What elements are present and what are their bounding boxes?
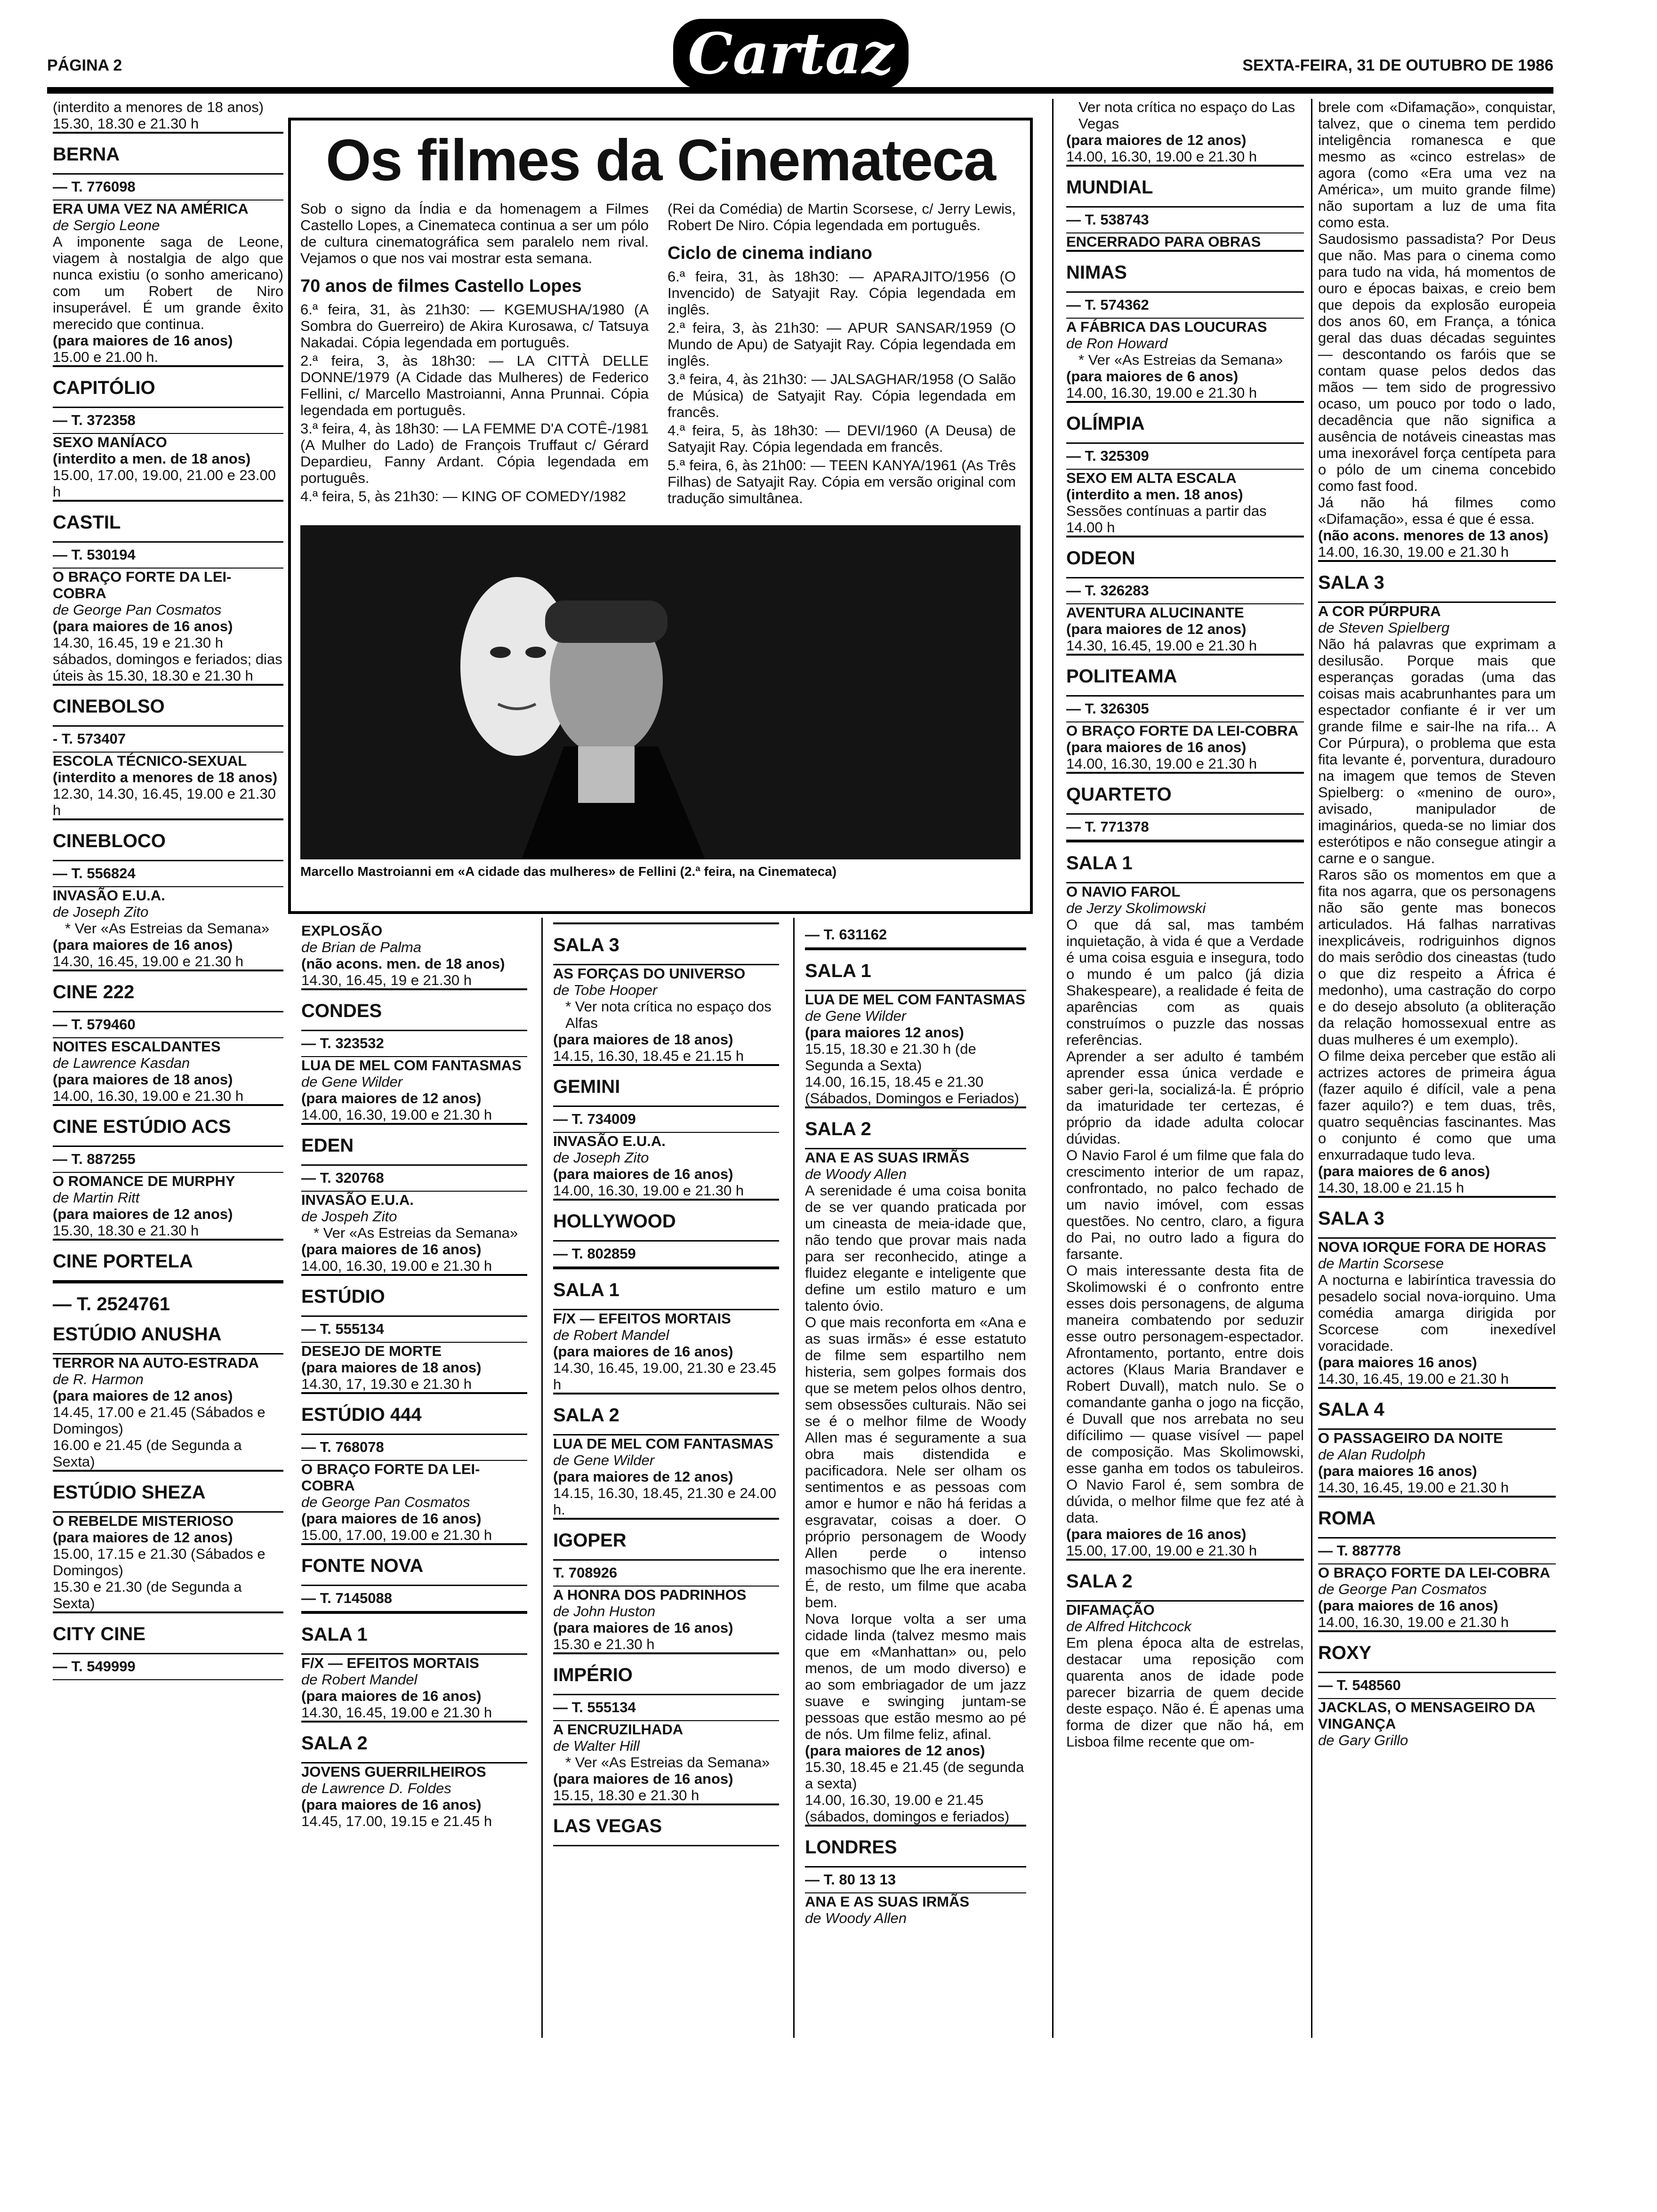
listing-dir: de Lawrence D. Foldes xyxy=(301,1780,451,1796)
listing-text: 14.00, 16.30, 19.00 e 21.30 h xyxy=(1318,1614,1509,1630)
feature-item: 3.ª feira, 4, às 21h30: — JALSAGHAR/1958 (O Salão de Música) de Satyajit Ray. Cópia legendada em francês. xyxy=(668,371,1016,420)
listing-desc: Saudosismo passadista? Por Deus que não. Mas para o cinema como para tudo na vida, há momentos de ouro e épocas baixas, e creio bem que depois da explosão europeia dos anos 60, em França, a tónica geral das duas décadas seguintes — descontando os faróis que se contam quase pelos dedos das mãos — tem sido de progressivo ocaso, um pouco por todo o lado, decadência que não significa a ausência de notáveis cineastas mas uma inexorável força centípeta para o pólo de um cinema concebido como fast food. xyxy=(1318,231,1556,494)
listing-dir: de Robert Mandel xyxy=(553,1327,669,1343)
listing-text: 15.15, 18.30 e 21.30 h xyxy=(553,1787,700,1803)
feature-item: 4.ª feira, 5, às 18h30: — DEVI/1960 (A Deusa) de Satyajit Ray. Cópia legendada em francês. xyxy=(668,422,1016,455)
listing-desc: Aprender a ser adulto é também aprender essa única verdade e saber geri-la, socializá-la. É próprio da imaturidade ter certezas, é próprio da idade adulta colocar dúvidas. xyxy=(1066,1048,1304,1147)
listing-text: 14.45, 17.00 e 21.45 (Sábados e Domingos) xyxy=(53,1404,265,1437)
listing-desc: O que mais reconforta em «Ana e as suas irmãs» é esse estatuto de filme sem espartilho nem histeria, sem golpes formais dos que se metem pelos olhos dentro, sem obsessões culturais. Não sei se é o melhor filme de Woody Allen mas é seguramente a sua obra mais distendida e pacificadora. Nele ser olham os sentimentos e as pessoas com amor e humor e não há feridas a esgravatar, coisas a doer. O próprio personagem de Woody Allen perde o intenso masochismo que lhe era inerente. É, de resto, um filme que acaba bem. xyxy=(805,1314,1026,1611)
listing-desc: Nova Iorque volta a ser uma cidade linda (talvez mesmo mais que em «Manhattan» ou, pelo menos, de um modo diverso) e ao som embriagador de um jazz suave e swinging juntam-se pessoas que estão mesmo ao pé de nós. Um filme feliz, afinal. xyxy=(805,1611,1026,1742)
listing-sub: SALA 3 xyxy=(1318,560,1556,603)
listing-text: 14.45, 17.00, 19.15 e 21.45 h xyxy=(301,1813,492,1829)
listing-sec: CINE 222 xyxy=(53,970,283,1012)
listing-text: 15.30, 18.30 e 21.30 h xyxy=(53,115,199,132)
listing-text: 15.15, 18.30 e 21.30 h (de Segunda a Sexta) xyxy=(805,1041,976,1074)
listing-desc: Não há palavras que exprimam a desilusão. Porque mais que esperanças goradas (uma das coisas mais acabrunhantes para um espectador confiante é ir ver um grande filme e sair-lhe na rifa... A Cor Púrpura), o problema que esta fita levante é, porventura, duradouro na imagem que temos de Steven Spielberg: o «menino de ouro», avisado, manipulador de imaginários, queda-se no limiar dos esterótipos e não consegue atingir a carne e o sangue. xyxy=(1318,636,1556,866)
listing-film: LUA DE MEL COM FANTASMAS xyxy=(301,1057,522,1074)
listing-text: 14.30, 17, 19.30 e 21.30 h xyxy=(301,1376,472,1392)
photo-caption: Marcello Mastroianni em «A cidade das mulheres» de Fellini (2.ª feira, na Cinemateca) xyxy=(300,864,837,879)
listing-sub: SALA 2 xyxy=(301,1721,527,1763)
listing-sec: NIMAS xyxy=(1066,250,1304,293)
listing-film: ANA E AS SUAS IRMÃS xyxy=(805,1893,970,1910)
listing-film: DIFAMAÇÃO xyxy=(1066,1602,1155,1618)
listing-film: INVASÃO E.U.A. xyxy=(53,887,165,904)
listing-dir: de Joseph Zito xyxy=(53,904,149,920)
listing-film: O NAVIO FAROL xyxy=(1066,883,1181,900)
listing-film: NOITES ESCALDANTES xyxy=(53,1038,221,1055)
listing-sec: GEMINI xyxy=(553,1064,779,1107)
listing-film: O BRAÇO FORTE DA LEI-COBRA xyxy=(53,569,232,601)
listing-note: * Ver «As Estreias da Semana» xyxy=(314,1225,518,1241)
listing-desc: brele com «Difamação», conquistar, talvez, que o cinema tem perdido inteligência romanesca e que mesmo as «cinco estrelas» de agora (como «Era uma vez na América», um muito grande filme) não suportam a luz de uma fita como esta. xyxy=(1318,99,1556,231)
listing-rating: (para maiores de 12 anos) xyxy=(553,1468,733,1485)
listing-film: JACKLAS, O MENSAGEIRO DA VINGANÇA xyxy=(1318,1699,1535,1732)
listing-text: 14.30, 18.00 e 21.15 h xyxy=(1318,1179,1464,1196)
column-divider xyxy=(541,918,543,2038)
listing-text: 14.30, 16.45, 19.00, 21.30 e 23.45 h xyxy=(553,1360,777,1393)
listing-dir: de R. Harmon xyxy=(53,1371,144,1387)
listing-dir: de George Pan Cosmatos xyxy=(53,601,222,618)
listing-film: O BRAÇO FORTE DA LEI-COBRA xyxy=(1318,1564,1551,1581)
listing-sub: SALA 1 xyxy=(553,1267,779,1310)
feature-left-column xyxy=(300,200,649,506)
listing-sec: CONDES xyxy=(301,988,527,1031)
listing-film: O BRAÇO FORTE DA LEI-COBRA xyxy=(1066,722,1299,739)
listing-film: JOVENS GUERRILHEIROS xyxy=(301,1763,486,1780)
feature-heading-castello: 70 anos de filmes Castello Lopes xyxy=(300,276,582,296)
listing-phone: — T. 80 13 13 xyxy=(805,1867,1026,1893)
listing-phone: - T. 573407 xyxy=(53,727,283,753)
listing-rating: (para maiores de 16 anos) xyxy=(301,1241,482,1258)
listing-rating: (para maiores de 16 anos) xyxy=(553,1166,733,1182)
listing-sec: ESTÚDIO xyxy=(301,1274,527,1317)
listing-sec: CASTIL xyxy=(53,500,283,543)
feature-item: 3.ª feira, 4, às 18h30: — LA FEMME D'A COTÊ-/1981 (A Mulher do Lado) de François Truffaut c/ Gérard Depardieu, Fanny Ardant. Cópia legendada em português. xyxy=(300,420,649,486)
listing-phone: — T. 555134 xyxy=(553,1695,779,1721)
listing-desc: Raros são os momentos em que a fita nos agarra, que os personagens não são gente mas bonecos articulados. Há falhas narrativas inexplicáveis, rodriguinhos dignos do mais serôdio dos cineastas (tudo o que diz respeito a África é medonho), uma castração do corpo e do desejo absoluto (a obliteração da relação homossexual entre as duas mulheres é um exemplo). xyxy=(1318,866,1556,1048)
listing-text: 14.00, 16.30, 19.00 e 21.30 h xyxy=(53,1088,244,1104)
listing-desc: O mais interessante desta fita de Skolimowski é o confronto entre esses dois personagens, de alguma maneira combatendo por seduzir esse outro personagem-espectador. Afrontamento, portanto, entre dois actores (Klaus Maria Brandaver e Robert Duvall), match nulo. Se o comandante ganha o jogo na ficção, é Duvall que nos arrebata no seu difícilimo — quase visível — papel de composição. Mas Skolimowski, esse ganha em todos os tabuleiros. O Navio Farol é, sem sombra de dúvida, o melhor filme que fez até à data. xyxy=(1066,1262,1304,1526)
feature-item: 2.ª feira, 3, às 21h30: — APUR SANSAR/1959 (O Mundo de Apu) de Satyajit Ray. Cópia legendada em inglês. xyxy=(668,320,1016,369)
listing-sec: EDEN xyxy=(301,1123,527,1166)
listing-text: 15.30 e 21.30 h xyxy=(553,1636,655,1652)
listing-rating: (para maiores de 18 anos) xyxy=(553,1031,733,1048)
listing-phone: — T. 556824 xyxy=(53,861,283,887)
listing-film: A ENCRUZILHADA xyxy=(553,1721,684,1738)
listing-note: * Ver «As Estreias da Semana» xyxy=(65,920,270,937)
listing-sub: SALA 2 xyxy=(1066,1559,1304,1602)
listing-dir: de Alfred Hitchcock xyxy=(1066,1618,1191,1635)
column-2 xyxy=(301,922,527,1829)
listing-text: 14.00, 16.30, 19.00 e 21.30 h xyxy=(1066,755,1257,772)
listing-sec: BERNA xyxy=(53,132,283,175)
listing-rating: (para maiores 16 anos) xyxy=(1318,1463,1477,1479)
listing-rating: (interdito a menores de 18 anos) xyxy=(53,769,278,785)
listing-phone: — T. 326305 xyxy=(1066,697,1304,722)
listing-rating: (não acons. menores de 13 anos) xyxy=(1318,527,1549,544)
listing-sec: ESTÚDIO 444 xyxy=(301,1392,527,1435)
listing-dir: de Jerzy Skolimowski xyxy=(1066,900,1206,916)
listing-text: 14.00, 16.30, 19.00 e 21.30 h xyxy=(301,1106,492,1123)
listing-dir: de George Pan Cosmatos xyxy=(1318,1581,1487,1597)
listing-sec: HOLLYWOOD xyxy=(553,1199,779,1242)
listing-phone: — T. 326283 xyxy=(1066,578,1304,604)
listing-rating: (para maiores de 12 anos) xyxy=(53,1529,233,1546)
listing-text: Sessões contínuas a partir das 14.00 h xyxy=(1066,503,1267,536)
listing-text: 14.30, 16.45, 19.00 e 21.30 h xyxy=(1318,1479,1509,1496)
column-4 xyxy=(805,922,1026,1926)
listing-film: A HONRA DOS PADRINHOS xyxy=(553,1587,747,1603)
listing-dir: de Alan Rudolph xyxy=(1318,1446,1426,1463)
listing-film: A FÁBRICA DAS LOUCURAS xyxy=(1066,319,1267,335)
listing-rating: (para maiores de 16 anos) xyxy=(1318,1597,1498,1614)
listing-text: 15.30, 18.30 e 21.30 h xyxy=(53,1222,199,1239)
listing-dir: de Martin Ritt xyxy=(53,1189,140,1206)
listing-phone: — T. 538743 xyxy=(1066,208,1304,233)
column-divider xyxy=(1052,99,1054,2038)
listing-film: INVASÃO E.U.A. xyxy=(301,1192,414,1208)
listing-note: * Ver nota crítica no espaço dos Alfas xyxy=(565,998,772,1031)
listing-dir: de Walter Hill xyxy=(553,1738,640,1754)
listing-phone: — T. 887255 xyxy=(53,1147,283,1173)
listing-sec: IMPÉRIO xyxy=(553,1652,779,1695)
mastroianni-photo xyxy=(300,525,1021,859)
header-rule xyxy=(47,87,1553,94)
listing-text: 14.00, 16.30, 19.00 e 21.30 h xyxy=(553,1182,744,1199)
listing-film: AVENTURA ALUCINANTE xyxy=(1066,604,1244,621)
listing-film: LUA DE MEL COM FANTASMAS xyxy=(553,1435,773,1452)
listing-dir: de Steven Spielberg xyxy=(1318,619,1450,636)
listing-rating: (para maiores de 16 anos) xyxy=(1066,739,1247,755)
listing-rating: (não acons. men. de 18 anos) xyxy=(301,955,505,972)
listing-phone: — T. 7145088 xyxy=(301,1586,527,1612)
feature-item: 2.ª feira, 3, às 18h30: — LA CITTÀ DELLE DONNE/1979 (A Cidade das Mulheres) de Federico Fellini, c/ Marcello Mastroianni, Anna Prunnai. Cópia legendada em português. xyxy=(300,353,649,418)
listing-phone: — T. 320768 xyxy=(301,1166,527,1192)
listing-rating: (para maiores de 12 anos) xyxy=(53,1387,233,1404)
listing-phone: — T. 734009 xyxy=(553,1107,779,1133)
listing-rating: (para maiores de 16 anos) xyxy=(53,937,233,953)
listing-sub: SALA 1 xyxy=(805,948,1026,991)
listing-sec: ROXY xyxy=(1318,1630,1556,1673)
listing-text: 15.00, 17.15 e 21.30 (Sábados e Domingos) xyxy=(53,1546,265,1579)
listing-rating: (para maiores de 16 anos) xyxy=(301,1796,482,1813)
listing-dir: de Robert Mandel xyxy=(301,1671,418,1688)
cinemateca-feature xyxy=(288,118,1033,914)
listing-rating: (para maiores de 12 anos) xyxy=(1066,132,1247,148)
listing-text: 15.00 e 21.00 h. xyxy=(53,349,159,365)
listing-film: F/X — EFEITOS MORTAIS xyxy=(301,1655,479,1671)
listing-sec: POLITEAMA xyxy=(1066,654,1304,697)
photo-illustration xyxy=(300,525,1021,859)
listing-desc: O que dá sal, mas também inquietação, à vida é que a Verdade é uma coisa esguia e insegura, todo o mundo é um palco (já dizia Shakespeare), a realidade é feita de aparências com as quais construímos o puzzle das nossas referências. xyxy=(1066,916,1304,1048)
listing-phone: — T. 548560 xyxy=(1318,1673,1556,1699)
feature-item: 6.ª feira, 31, às 21h30: — KGEMUSHA/1980 (A Sombra do Guerreiro) de Akira Kurosawa, c/ Tatsuya Nakadai. Cópia legendada em português. xyxy=(300,301,649,351)
listing-film: A COR PÚRPURA xyxy=(1318,603,1441,619)
listing-rating: (para maiores de 16 anos) xyxy=(53,618,233,634)
listing-film: O ROMANCE DE MURPHY xyxy=(53,1173,235,1189)
column-1 xyxy=(53,99,283,1680)
listing-rating: (para maiores de 16 anos) xyxy=(1066,1526,1247,1542)
listing-phone: — T. 776098 xyxy=(53,175,283,200)
listing-dir: de John Huston xyxy=(553,1603,656,1619)
listing-film: F/X — EFEITOS MORTAIS xyxy=(553,1310,731,1327)
listing-text: 14.00, 16.15, 18.45 e 21.30 (Sábados, Domingos e Feriados) xyxy=(805,1074,1019,1106)
listing-text: 14.30, 16.45, 19.00 e 21.30 h xyxy=(1066,637,1257,654)
feature-right-column xyxy=(668,200,1016,508)
page-number: PÁGINA 2 xyxy=(47,56,122,74)
listing-desc: Já não há filmes como «Difamação», essa é que é essa. xyxy=(1318,494,1556,527)
listing-rating: (para maiores de 16 anos) xyxy=(301,1510,482,1527)
listing-phone: — T. 372358 xyxy=(53,408,283,434)
listing-text: 15.30 e 21.30 (de Segunda a Sexta) xyxy=(53,1579,242,1611)
listing-dir: de Gary Grillo xyxy=(1318,1732,1408,1748)
listing-text: 14.15, 16.30, 18.45 e 21.15 h xyxy=(553,1048,744,1064)
listing-sec: FONTE NOVA xyxy=(301,1543,527,1586)
listing-rating: (interdito a men. 18 anos) xyxy=(1066,486,1243,503)
listing-phone: — T. 323532 xyxy=(301,1031,527,1057)
listing-sec: QUARTETO xyxy=(1066,772,1304,815)
column-5 xyxy=(1066,99,1304,1750)
listing-note: * Ver «As Estreias da Semana» xyxy=(1078,352,1283,368)
listing-text: 14.00, 16.30, 19.00 e 21.30 h xyxy=(1066,385,1257,401)
listing-text: 14.00, 16.30, 19.00 e 21.30 h xyxy=(301,1258,492,1274)
listing-film: ENCERRADO PARA OBRAS xyxy=(1066,233,1261,250)
listing-film: SEXO EM ALTA ESCALA xyxy=(1066,470,1237,486)
listing-phone: — T. 325309 xyxy=(1066,444,1304,470)
listing-film: O REBELDE MISTERIOSO xyxy=(53,1513,234,1529)
listing-rating: (para maiores de 12 anos) xyxy=(53,1206,233,1222)
listing-text: 14.30, 16.45, 19.00 e 21.30 h xyxy=(301,1704,492,1721)
listing-film: EXPLOSÃO xyxy=(301,922,383,939)
listing-rating: (para maiores 16 anos) xyxy=(1318,1354,1477,1370)
listing-film: ANA E AS SUAS IRMÃS xyxy=(805,1149,970,1166)
listing-phone: T. 708926 xyxy=(553,1561,779,1587)
column-divider xyxy=(793,918,795,2038)
listing-text: 16.00 e 21.45 (de Segunda a Sexta) xyxy=(53,1437,242,1470)
listing-text: 15.00, 17.00, 19.00, 21.00 e 23.00 h xyxy=(53,467,276,500)
listing-phone: — T. 802859 xyxy=(553,1242,779,1267)
listing-desc: O filme deixa perceber que estão ali actrizes actores de primeira água (fazer aquilo é difícil, vale a pena fazer aquilo?) e tem duas, três, quatro sequências fascinantes. Mas o conjunto é como que uma enxurradaque tudo leva. xyxy=(1318,1048,1556,1163)
listing-sec: CITY CINE xyxy=(53,1611,283,1654)
listing-sec: SALA 3 xyxy=(1318,1196,1556,1239)
listing-dir: de Brian de Palma xyxy=(301,939,422,955)
feature-intro: Sob o signo da Índia e da homenagem a Filmes Castello Lopes, a Cinemateca continua a ser um pólo de cultura cinematográfica sem paralelo nem rival. Vejamos o que nos vai mostrar esta semana. xyxy=(300,200,649,266)
listing-dir: de Sergio Leone xyxy=(53,217,160,233)
listing-sec: OLÍMPIA xyxy=(1066,401,1304,444)
listing-text: 14.30, 16.45, 19 e 21.30 h xyxy=(301,972,472,988)
listing-film: ERA UMA VEZ NA AMÉRICA xyxy=(53,200,249,217)
listing-phone: — T. 549999 xyxy=(53,1654,283,1680)
feature-item: 4.ª feira, 5, às 21h30: — KING OF COMEDY/1982 xyxy=(300,488,627,505)
listing-sub: SALA 2 xyxy=(553,1393,779,1435)
listing-sec: SALA 4 xyxy=(1318,1387,1556,1430)
listing-rating: (para maiores de 18 anos) xyxy=(53,1071,233,1088)
listing-dir: de Tobe Hooper xyxy=(553,982,658,998)
listing-dir: de Gene Wilder xyxy=(301,1074,403,1090)
listing-phone: — T. 631162 xyxy=(805,922,1026,948)
listing-sec: ROMA xyxy=(1318,1496,1556,1539)
listing-sec: ESTÚDIO SHEZA xyxy=(53,1470,283,1513)
listing-text: 15.00, 17.00, 19.00 e 21.30 h xyxy=(1066,1542,1257,1559)
listing-rating: (para maiores de 18 anos) xyxy=(301,1359,482,1376)
listing-rating: (para maiores 12 anos) xyxy=(805,1024,964,1041)
listing-rating: (para maiores de 16 anos) xyxy=(553,1343,733,1360)
listing-text: 14.30, 16.45, 19 e 21.30 h sábados, domingos e feriados; dias úteis às 15.30, 18.30 e 21.30 h xyxy=(53,634,282,684)
listing-dir: de Ron Howard xyxy=(1066,335,1168,352)
listing-bigsec: ESTÚDIO ANUSHA xyxy=(53,1323,283,1354)
listing-sec: LAS VEGAS xyxy=(553,1803,779,1846)
listing-text: 14.00, 16.30, 19.00 e 21.45 (sábados, domingos e feriados) xyxy=(805,1792,1010,1825)
listing-rating: (para maiores de 16 anos) xyxy=(53,332,233,349)
feature-item: 6.ª feira, 31, às 18h30: — APARAJITO/1956 (O Invencido) de Satyajit Ray. Cópia legendada em inglês. xyxy=(668,268,1016,318)
listing-rating: (interdito a men. de 18 anos) xyxy=(53,450,251,467)
listing-desc: A imponente saga de Leone, viagem à nostalgia de algo que nunca existiu (o sonho americano) com um Robert de Niro insuperável. É um grande êxito merecido que continua. xyxy=(53,233,283,332)
listing-dir: de Lawrence Kasdan xyxy=(53,1055,190,1071)
listing-text: 15.30, 18.45 e 21.45 (de segunda a sexta) xyxy=(805,1759,1024,1792)
listing-rating: (para maiores de 12 anos) xyxy=(1066,621,1247,637)
listing-note: * Ver «As Estreias da Semana» xyxy=(565,1754,770,1771)
listing-sub: SALA 3 xyxy=(553,922,779,965)
listing-film: LUA DE MEL COM FANTASMAS xyxy=(805,991,1025,1008)
listing-sub: SALA 2 xyxy=(805,1106,1026,1149)
listing-dir: de Joseph Zito xyxy=(553,1149,649,1166)
listing-phone: — T. 555134 xyxy=(301,1317,527,1343)
listing-sec: CINEBLOCO xyxy=(53,818,283,861)
listing-dir: de Gene Wilder xyxy=(805,1008,907,1024)
listing-sec: CINE PORTELA xyxy=(53,1239,283,1282)
listing-desc: A serenidade é uma coisa bonita de se ver quando praticada por um cineasta de meia-idade que, não tendo que provar mais nada para ser reconhecido, atinge a fluidez elegante e inteligente que define um estilo maturo e um talento óvio. xyxy=(805,1182,1026,1314)
listing-sec: ODEON xyxy=(1066,536,1304,578)
listing-text: 14.30, 16.45, 19.00 e 21.30 h xyxy=(53,953,244,970)
listing-text: 14.15, 16.30, 18.45, 21.30 e 24.00 h. xyxy=(553,1485,777,1518)
listing-film: TERROR NA AUTO-ESTRADA xyxy=(53,1354,259,1371)
listing-dir: de Jospeh Zito xyxy=(301,1208,397,1225)
issue-date: SEXTA-FEIRA, 31 DE OUTUBRO DE 1986 xyxy=(1242,56,1553,74)
listing-sec: CINEBOLSO xyxy=(53,684,283,727)
listing-text: 14.00, 16.30, 19.00 e 21.30 h xyxy=(1318,544,1509,560)
listing-desc: A nocturna e labiríntica travessia do pesadelo social nova-iorquino. Uma comédia amarga dirigida por Scorcese com inexedível voracidade. xyxy=(1318,1272,1556,1354)
column-6 xyxy=(1318,99,1556,1748)
listing-film: O PASSAGEIRO DA NOITE xyxy=(1318,1430,1503,1446)
listing-dir: de George Pan Cosmatos xyxy=(301,1494,470,1510)
listing-text: 15.00, 17.00, 19.00 e 21.30 h xyxy=(301,1527,492,1543)
listing-dir: de Woody Allen xyxy=(805,1910,907,1926)
listing-phone: — T. 530194 xyxy=(53,543,283,569)
feature-item: 5.ª feira, 6, às 21h00: — TEEN KANYA/1961 (As Três Filhas) de Satyajit Ray. Cópia em versão original com tradução simultânea. xyxy=(668,457,1016,506)
listing-text: (interdito a menores de 18 anos) xyxy=(53,99,264,115)
listing-phone: — T. 887778 xyxy=(1318,1539,1556,1564)
listing-text: 14.00, 16.30, 19.00 e 21.30 h xyxy=(1066,148,1257,165)
feature-heading-indian: Ciclo de cinema indiano xyxy=(668,243,872,263)
listing-sec: LONDRES xyxy=(805,1825,1026,1867)
listing-sub: SALA 1 xyxy=(301,1612,527,1655)
listing-film: DESEJO DE MORTE xyxy=(301,1343,442,1359)
cartaz-logo: Cartaz xyxy=(673,19,909,89)
listing-film: INVASÃO E.U.A. xyxy=(553,1133,666,1149)
listing-rating: (para maiores de 16 anos) xyxy=(553,1771,733,1787)
listing-rating: (para maiores de 16 anos) xyxy=(301,1688,482,1704)
column-3 xyxy=(553,922,779,1846)
listing-sec: MUNDIAL xyxy=(1066,165,1304,208)
listing-phone: — T. 579460 xyxy=(53,1012,283,1038)
listing-rating: (para maiores de 6 anos) xyxy=(1318,1163,1490,1179)
listing-dir: de Martin Scorsese xyxy=(1318,1255,1444,1272)
listing-rating: (para maiores de 12 anos) xyxy=(301,1090,482,1106)
listing-sec: IGOPER xyxy=(553,1518,779,1561)
feature-item: (Rei da Comédia) de Martin Scorsese, c/ Jerry Lewis, Robert De Niro. Cópia legendada em português. xyxy=(668,200,1016,233)
listing-rating: (para maiores de 6 anos) xyxy=(1066,368,1239,385)
listing-bigphone: — T. 2524761 xyxy=(53,1282,283,1323)
feature-title: Os filmes da Cinemateca xyxy=(326,128,995,193)
listing-text: 12.30, 14.30, 16.45, 19.00 e 21.30 h xyxy=(53,785,276,818)
listing-film: AS FORÇAS DO UNIVERSO xyxy=(553,965,746,982)
listing-sub: SALA 1 xyxy=(1066,841,1304,883)
listing-text: 14.30, 16.45, 19.00 e 21.30 h xyxy=(1318,1370,1509,1387)
listing-rating: (para maiores de 12 anos) xyxy=(805,1742,985,1759)
listing-film: NOVA IORQUE FORA DE HORAS xyxy=(1318,1239,1546,1255)
listing-rating: (para maiores de 16 anos) xyxy=(553,1619,733,1636)
listing-phone: — T. 768078 xyxy=(301,1435,527,1461)
listing-phone: — T. 574362 xyxy=(1066,293,1304,319)
listing-sec: CINE ESTÚDIO ACS xyxy=(53,1104,283,1147)
listing-sec: CAPITÓLIO xyxy=(53,365,283,408)
listing-dir: de Gene Wilder xyxy=(553,1452,655,1468)
listing-dir: de Woody Allen xyxy=(805,1166,907,1182)
listing-phone: — T. 771378 xyxy=(1066,815,1304,841)
listing-desc: Em plena época alta de estrelas, destacar uma reposição com quarenta anos de idade pode parecer bizarria de quem decide deste espaço. Não é. É apenas uma forma de dizer que não há, em Lisboa filme recente que om- xyxy=(1066,1635,1304,1750)
listing-desc: O Navio Farol é um filme que fala do crescimento interior de um rapaz, confrontado, no palco fechado de um navio imóvel, com essas questões. No centro, claro, a figura do Pai, no outro lado a figura do farsante. xyxy=(1066,1147,1304,1262)
column-divider xyxy=(1311,99,1312,2038)
listing-film: O BRAÇO FORTE DA LEI-COBRA xyxy=(301,1461,480,1494)
listing-film: SEXO MANÍACO xyxy=(53,434,167,450)
listing-film: ESCOLA TÉCNICO-SEXUAL xyxy=(53,753,247,769)
listing-note: Ver nota crítica no espaço do Las Vegas xyxy=(1078,99,1295,132)
